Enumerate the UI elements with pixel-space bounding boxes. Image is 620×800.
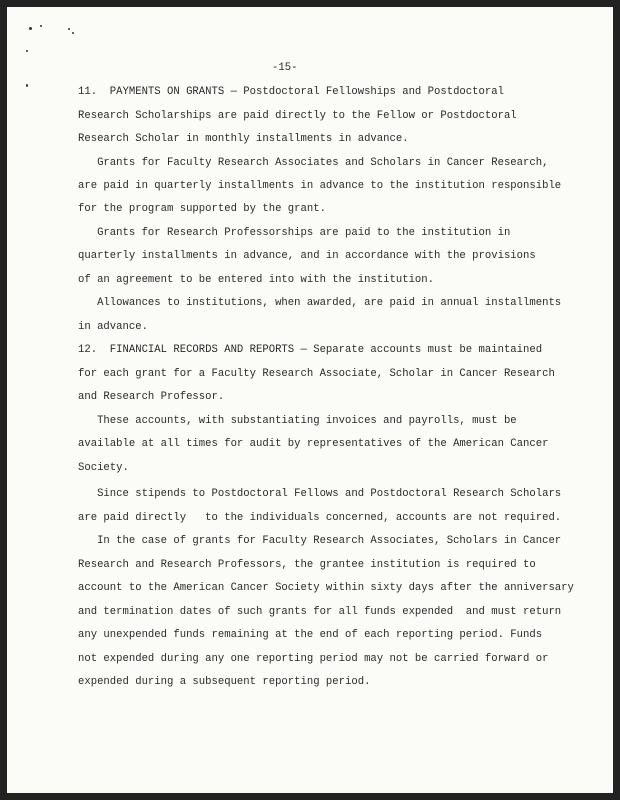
text-line: are paid in quarterly installments in advance to the institution responsible [78,180,562,192]
text-line: and termination dates of such grants for all funds expended and must return [78,606,562,618]
text-line: Allowances to institutions, when awarded, are paid in annual installments [78,297,562,309]
text-line: of an agreement to be entered into with the institution. [78,274,435,286]
text-line: In the case of grants for Faculty Research Associates, Scholars in Cancer [78,535,562,547]
ink-speck [26,50,28,52]
text-line: any unexpended funds remaining at the end of each reporting period. Funds [78,629,543,641]
ink-speck [29,27,32,30]
text-line: are paid directly to the individuals concerned, accounts are not required. [78,512,562,524]
text-line: Society. [78,462,129,474]
ink-speck [72,32,74,34]
text-line: 11. PAYMENTS ON GRANTS — Postdoctoral Fellowships and Postdoctoral [78,86,504,98]
page-number: -15- [272,62,298,74]
text-line: Research and Research Professors, the grantee institution is required to [78,559,536,571]
text-line: in advance. [78,321,148,333]
text-line: account to the American Cancer Society within sixty days after the anniversary [78,582,574,594]
text-line: Research Scholarships are paid directly to the Fellow or Postdoctoral [78,110,517,122]
text-line: Grants for Research Professorships are paid to the institution in [78,227,511,239]
text-line: 12. FINANCIAL RECORDS AND REPORTS — Separate accounts must be maintained [78,344,543,356]
text-line: and Research Professor. [78,391,225,403]
text-line: Since stipends to Postdoctoral Fellows and Postdoctoral Research Scholars [78,488,562,500]
ink-speck [68,28,70,30]
text-line: for each grant for a Faculty Research Associate, Scholar in Cancer Research [78,368,555,380]
text-line: Grants for Faculty Research Associates and Scholars in Cancer Research, [78,157,549,169]
text-line: quarterly installments in advance, and in accordance with the provisions [78,250,536,262]
ink-speck [40,25,42,27]
text-line: for the program supported by the grant. [78,203,326,215]
text-line: not expended during any one reporting period may not be carried forward or [78,653,549,665]
text-line: These accounts, with substantiating invoices and payrolls, must be [78,415,517,427]
ink-speck [26,84,28,87]
text-line: expended during a subsequent reporting period. [78,676,371,688]
text-line: available at all times for audit by representatives of the American Cancer [78,438,549,450]
text-line: Research Scholar in monthly installments in advance. [78,133,409,145]
